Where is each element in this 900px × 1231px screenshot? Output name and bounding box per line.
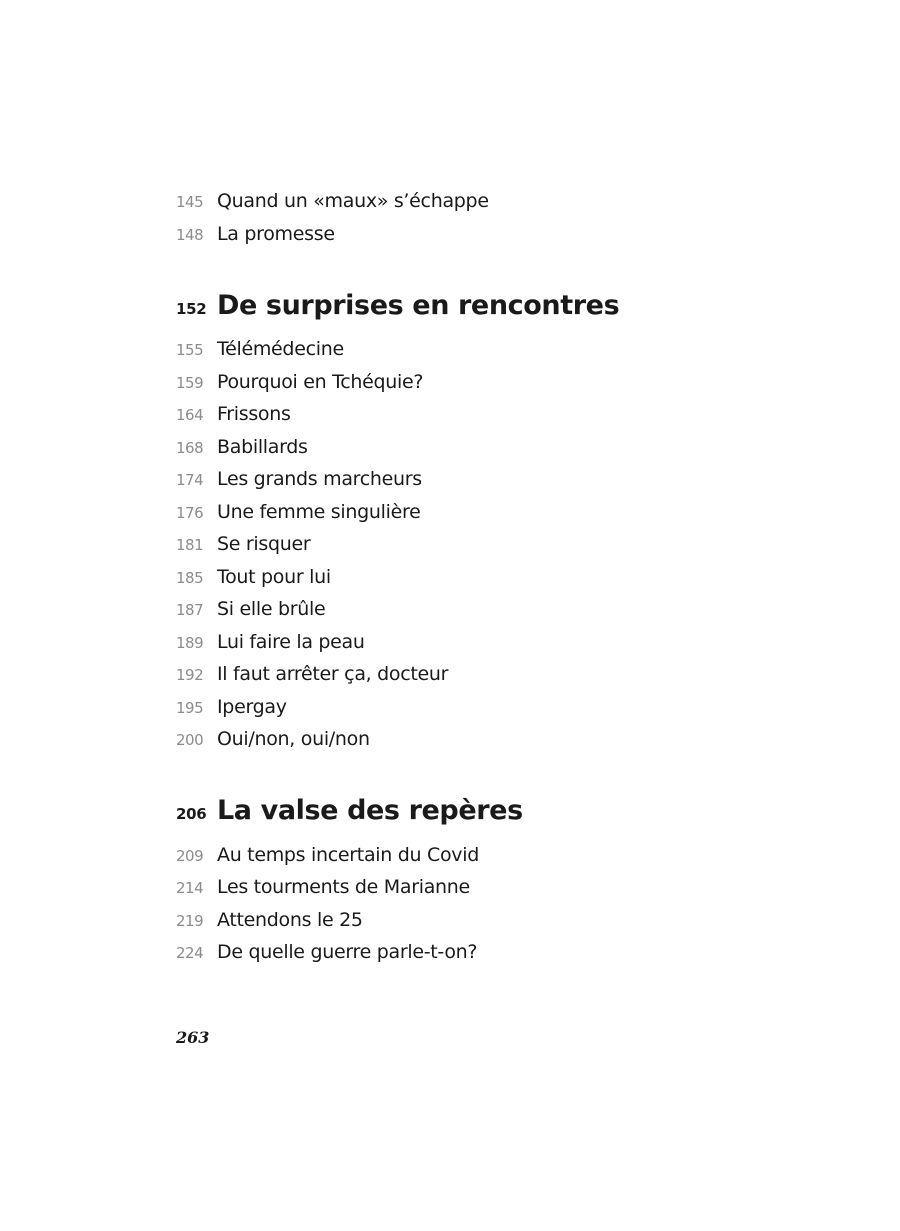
toc-entry — [176, 338, 344, 368]
page-number: 187 — [176, 601, 204, 619]
toc-entry — [176, 728, 370, 758]
toc-entry — [176, 403, 291, 433]
entry-title: Les tourments de Marianne — [217, 876, 470, 898]
page-number: 200 — [176, 731, 204, 749]
section-page-number: 152 — [176, 300, 207, 318]
toc-entry — [176, 663, 448, 693]
page-number: 189 — [176, 634, 204, 652]
folio-page-number: 263 — [176, 1028, 210, 1047]
page-number: 176 — [176, 504, 204, 522]
entry-title: Pourquoi en Tchéquie? — [217, 371, 424, 393]
entry-title: Les grands marcheurs — [217, 468, 422, 490]
entry-title: La promesse — [217, 223, 335, 245]
page-number: 185 — [176, 569, 204, 587]
entry-title: Télémédecine — [217, 338, 344, 360]
page-number: 181 — [176, 536, 204, 554]
page-number: 148 — [176, 226, 204, 244]
page-number: 168 — [176, 439, 204, 457]
toc-entry — [176, 909, 363, 939]
entry-title: Ipergay — [217, 696, 287, 718]
section-heading — [176, 290, 619, 321]
entry-title: Lui faire la peau — [217, 631, 365, 653]
entry-title: Babillards — [217, 436, 308, 458]
toc-entry — [176, 844, 479, 874]
page-number: 155 — [176, 341, 204, 359]
entry-title: Frissons — [217, 403, 291, 425]
toc-entry — [176, 501, 420, 531]
entry-title: Il faut arrêter ça, docteur — [217, 663, 449, 685]
section-heading — [176, 795, 523, 826]
page-number: 174 — [176, 471, 204, 489]
toc-entry — [176, 533, 310, 563]
page-number: 164 — [176, 406, 204, 424]
toc-entry — [176, 566, 331, 596]
page-number: 219 — [176, 912, 204, 930]
entry-title: Si elle brûle — [217, 598, 326, 620]
entry-title: Quand un «maux» s’échappe — [217, 190, 489, 212]
entry-title: Se risquer — [217, 533, 311, 555]
entry-title: De quelle guerre parle-t-on? — [217, 941, 478, 963]
toc-entry — [176, 631, 365, 661]
toc-entry — [176, 876, 470, 906]
page-number: 145 — [176, 193, 204, 211]
toc-entry — [176, 941, 477, 971]
entry-title: Une femme singulière — [217, 501, 421, 523]
page-number: 192 — [176, 666, 204, 684]
toc-entry — [176, 190, 489, 220]
page-number: 159 — [176, 374, 204, 392]
entry-title: Oui/non, oui/non — [217, 728, 370, 750]
page-number: 209 — [176, 847, 204, 865]
section-title: De surprises en rencontres — [217, 290, 620, 321]
toc-entry — [176, 468, 422, 498]
entry-title: Au temps incertain du Covid — [217, 844, 479, 866]
page-number: 214 — [176, 879, 204, 897]
toc-entry — [176, 371, 423, 401]
entry-title: Attendons le 25 — [217, 909, 363, 931]
toc-entry — [176, 223, 335, 253]
section-page-number: 206 — [176, 805, 207, 823]
page-number: 224 — [176, 944, 204, 962]
page-number: 195 — [176, 699, 204, 717]
section-title: La valse des repères — [217, 795, 523, 826]
toc-entry — [176, 696, 287, 726]
toc-entry — [176, 598, 325, 628]
entry-title: Tout pour lui — [217, 566, 331, 588]
toc-entry — [176, 436, 308, 466]
